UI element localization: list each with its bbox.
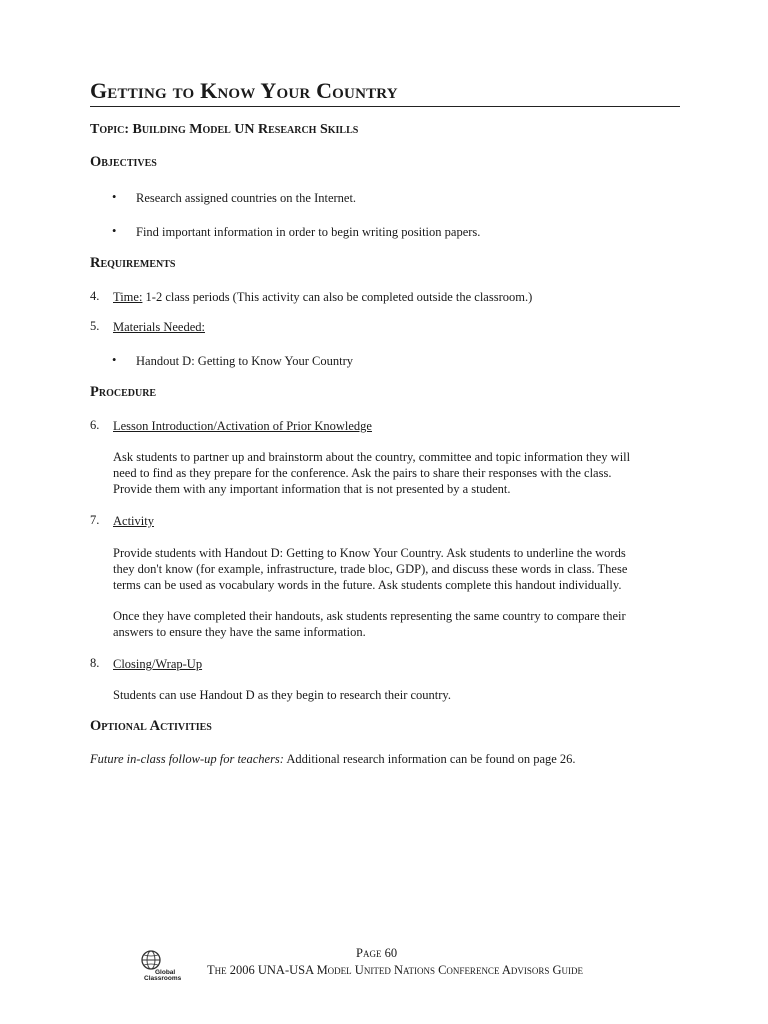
- logo-text: [144, 970, 181, 982]
- logo-text-line: Global: [155, 969, 176, 976]
- topic-heading: Topic: Building Model UN Research Skills: [90, 122, 359, 137]
- paragraph-line: Students can use Handout D as they begin to research their country.: [113, 688, 451, 702]
- paragraph-line: Once they have completed their handouts, ask students representing the same country to compare their: [113, 609, 626, 623]
- optional-text: Additional research information can be found on page 26.: [283, 752, 576, 766]
- optional-activities-heading: Optional Activities: [90, 718, 212, 734]
- materials-label: Materials Needed:: [113, 320, 205, 334]
- requirements-heading: Requirements: [90, 255, 176, 271]
- objectives-heading: Objectives: [90, 154, 157, 170]
- step-number: 7.: [90, 513, 100, 527]
- item-number: 4.: [90, 289, 100, 303]
- paragraph-line: need to find as they prepare for the conference. Ask the pairs to share their responses with the class.: [113, 466, 612, 480]
- footer-guide-title: The 2006 UNA-USA Model United Nations Conference Advisors Guide: [207, 963, 584, 977]
- optional-italic: Future in-class follow-up for teachers:: [90, 752, 284, 766]
- time-text: 1-2 class periods (This activity can also be completed outside the classroom.): [142, 290, 533, 304]
- page-title: Getting to Know Your Country: [90, 78, 680, 107]
- document-page: [90, 0, 680, 1024]
- optional-activities-text: [90, 751, 576, 767]
- step-paragraph: [113, 608, 683, 640]
- step-label: Closing/Wrap-Up: [113, 657, 203, 671]
- paragraph-line: answers to ensure they have the same information.: [113, 625, 366, 639]
- step-number: 6.: [90, 418, 100, 432]
- paragraph-line: terms can be used as vocabulary words in the future. Ask students complete this handout individually.: [113, 578, 622, 592]
- step-paragraph: [113, 449, 683, 497]
- step-number: 8.: [90, 656, 100, 670]
- paragraph-line: they don't know (for example, infrastructure, trade bloc, GDP), and discuss these words in class. These: [113, 562, 628, 576]
- paragraph-line: Provide them with any important information that is not presented by a student.: [113, 482, 511, 496]
- time-requirement: [113, 289, 532, 305]
- step-label: Activity: [113, 514, 154, 528]
- objective-item: Find important information in order to begin writing position papers.: [136, 225, 481, 239]
- logo-text-line: Classrooms: [144, 975, 182, 982]
- paragraph-line: Provide students with Handout D: Getting to Know Your Country. Ask students to underline the words: [113, 546, 626, 560]
- item-number: 5.: [90, 319, 100, 333]
- time-label: Time:: [113, 290, 143, 304]
- page-number: Page 60: [356, 946, 398, 960]
- bullet-icon: •: [112, 224, 117, 238]
- step-label: Lesson Introduction/Activation of Prior Knowledge: [113, 419, 372, 433]
- procedure-heading: Procedure: [90, 384, 157, 400]
- bullet-icon: •: [112, 190, 117, 204]
- paragraph-line: Ask students to partner up and brainstorm about the country, committee and topic information they will: [113, 450, 631, 464]
- materials-item: Handout D: Getting to Know Your Country: [136, 354, 354, 368]
- step-paragraph: [113, 545, 683, 593]
- step-paragraph: [113, 687, 683, 703]
- bullet-icon: •: [112, 353, 117, 367]
- objective-item: Research assigned countries on the Internet.: [136, 191, 357, 205]
